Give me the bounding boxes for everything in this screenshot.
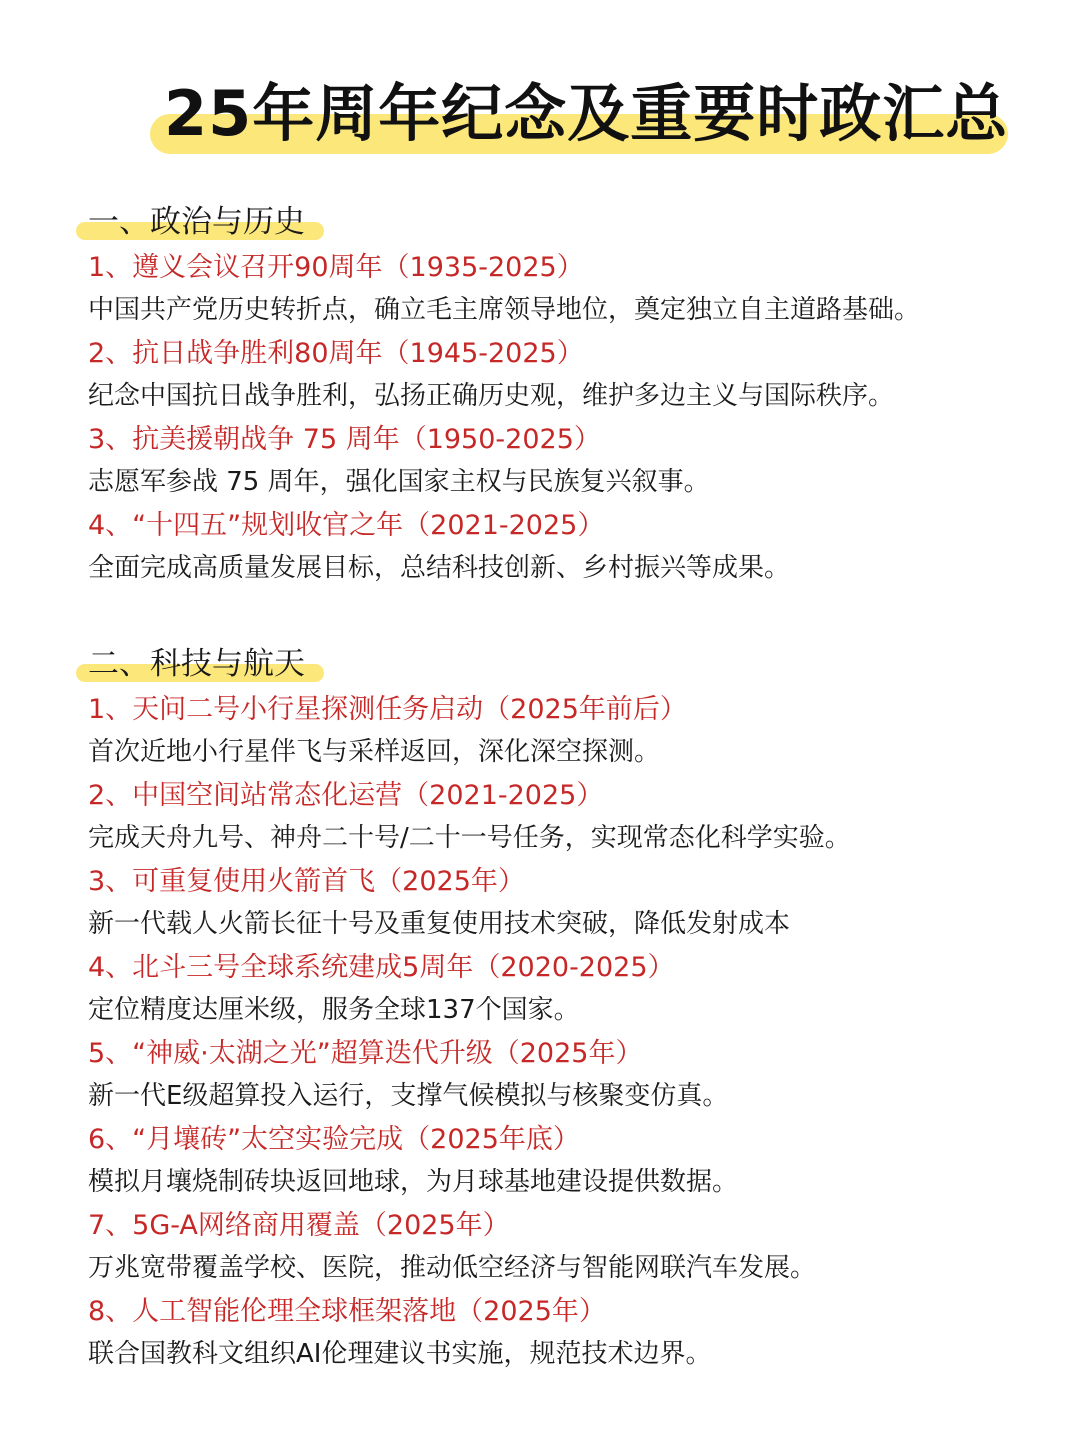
list-item — [88, 1118, 1018, 1204]
item-description: 全面完成高质量发展目标，总结科技创新、乡村振兴等成果。 — [88, 553, 791, 583]
list-item — [88, 1032, 1018, 1118]
section-heading: 二、科技与航天 — [88, 646, 305, 682]
item-description: 联合国教科文组织AI伦理建议书实施，规范技术边界。 — [88, 1339, 712, 1369]
list-item — [88, 1204, 1018, 1290]
section-heading: 一、政治与历史 — [88, 204, 305, 240]
list-item — [88, 246, 1018, 332]
item-title: 4、北斗三号全球系统建成5周年（2020-2025） — [88, 952, 675, 983]
section-header — [88, 200, 1018, 244]
item-title: 2、抗日战争胜利80周年（1945-2025） — [88, 338, 584, 369]
item-title: 5、“神威·太湖之光”超算迭代升级（2025年） — [88, 1038, 643, 1069]
item-title: 8、人工智能伦理全球框架落地（2025年） — [88, 1296, 606, 1327]
item-description: 新一代载人火箭长征十号及重复使用技术突破，降低发射成本 — [88, 909, 791, 939]
item-description: 首次近地小行星伴飞与采样返回，深化深空探测。 — [88, 737, 661, 767]
list-item — [88, 418, 1018, 504]
item-title: 2、中国空间站常态化运营（2021-2025） — [88, 780, 604, 811]
item-title: 1、遵义会议召开90周年（1935-2025） — [88, 252, 584, 283]
list-item — [88, 946, 1018, 1032]
item-description: 新一代E级超算投入运行，支撑气候模拟与核聚变仿真。 — [88, 1081, 729, 1111]
item-title: 3、抗美援朝战争 75 周年（1950-2025） — [88, 424, 601, 455]
item-description: 万兆宽带覆盖学校、医院，推动低空经济与智能网联汽车发展。 — [88, 1253, 817, 1283]
item-description: 纪念中国抗日战争胜利，弘扬正确历史观，维护多边主义与国际秩序。 — [88, 381, 895, 411]
item-description: 定位精度达厘米级，服务全球137个国家。 — [88, 995, 580, 1025]
section-header — [88, 642, 1018, 686]
title-block — [140, 70, 1010, 160]
item-description: 志愿军参战 75 周年，强化国家主权与民族复兴叙事。 — [88, 467, 710, 497]
item-title: 4、“十四五”规划收官之年（2021-2025） — [88, 510, 605, 541]
item-description: 完成天舟九号、神舟二十号/二十一号任务，实现常态化科学实验。 — [88, 823, 851, 853]
item-description: 模拟月壤烧制砖块返回地球，为月球基地建设提供数据。 — [88, 1167, 739, 1197]
item-description: 中国共产党历史转折点，确立毛主席领导地位，奠定独立自主道路基础。 — [88, 295, 921, 325]
section-tech-aerospace — [88, 642, 1018, 1376]
page-title: 25年周年纪念及重要时政汇总 — [164, 77, 1009, 150]
section-politics-history — [88, 200, 1018, 590]
list-item — [88, 774, 1018, 860]
list-item — [88, 860, 1018, 946]
item-title: 6、“月壤砖”太空实验完成（2025年底） — [88, 1124, 580, 1155]
list-item — [88, 332, 1018, 418]
list-item — [88, 504, 1018, 590]
item-title: 7、5G-A网络商用覆盖（2025年） — [88, 1210, 510, 1241]
list-item — [88, 688, 1018, 774]
item-title: 3、可重复使用火箭首飞（2025年） — [88, 866, 525, 897]
list-item — [88, 1290, 1018, 1376]
item-title: 1、天问二号小行星探测任务启动（2025年前后） — [88, 694, 687, 725]
